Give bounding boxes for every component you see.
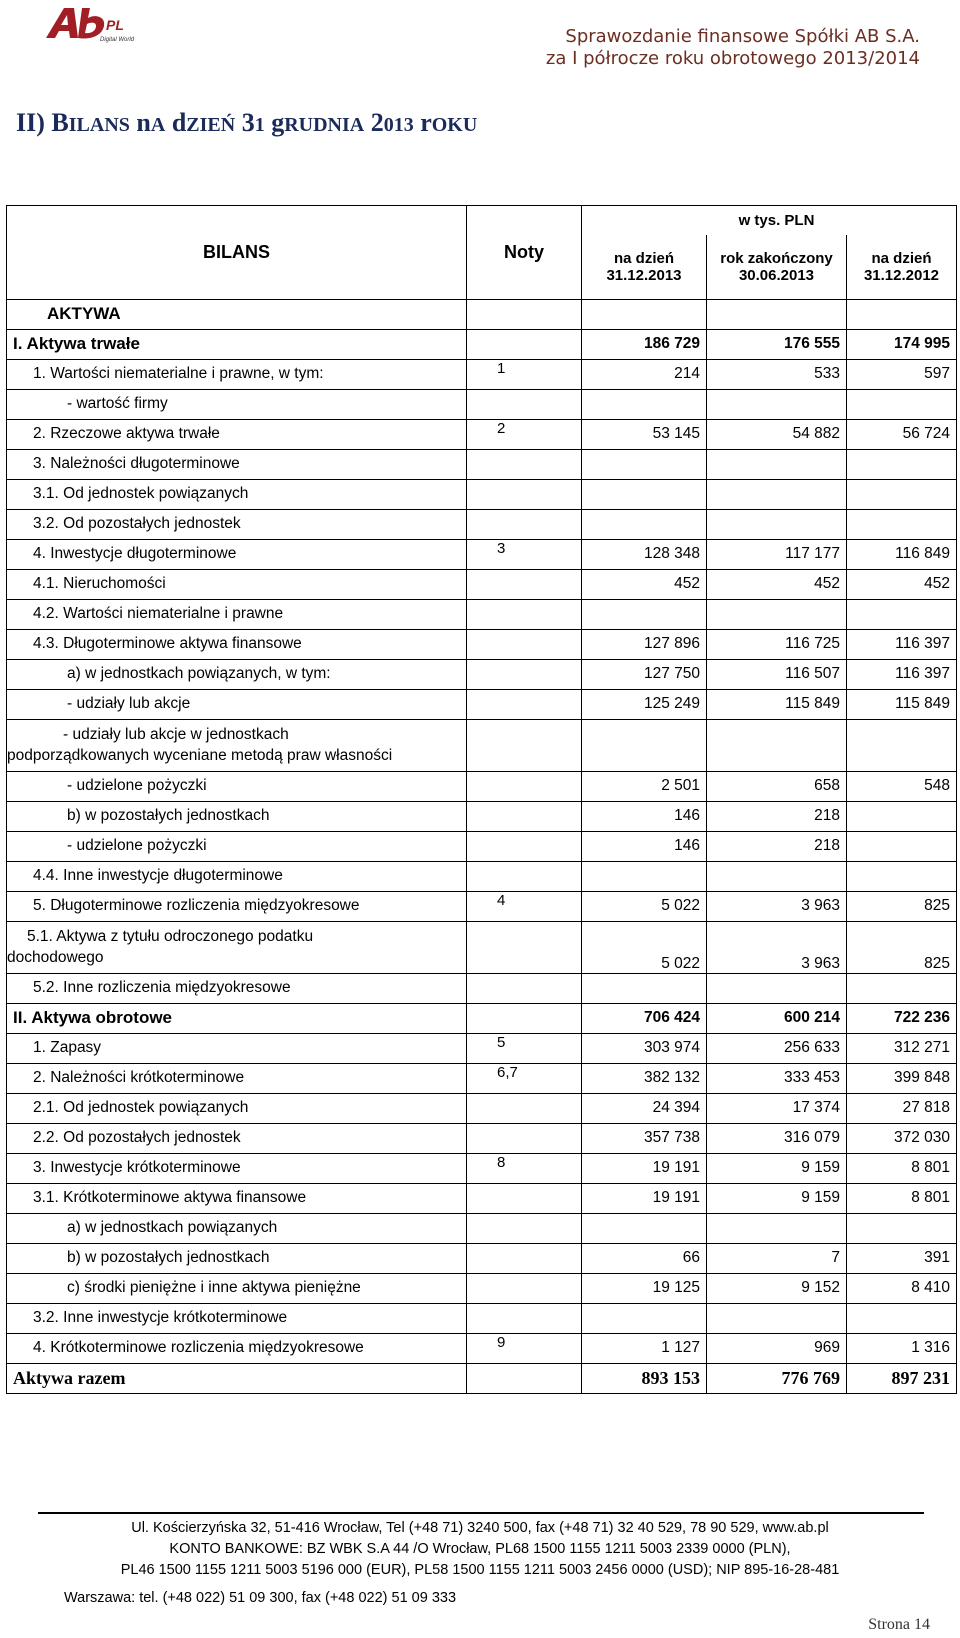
table-row: [7, 1243, 957, 1273]
row-value-col3: 722 236: [847, 1003, 957, 1033]
row-value-col1: 452: [582, 569, 707, 599]
row-value-col1: 357 738: [582, 1123, 707, 1153]
row-note: [467, 771, 582, 801]
row-note: 3: [467, 539, 582, 569]
header-col-2013-12: na dzień 31.12.2013: [582, 235, 707, 299]
table-row: [7, 719, 957, 771]
row-note: [467, 1213, 582, 1243]
table-row: [7, 569, 957, 599]
row-value-col2: 316 079: [707, 1123, 847, 1153]
row-value-col2: [707, 719, 847, 771]
row-value-col3: 115 849: [847, 689, 957, 719]
table-row: [7, 861, 957, 891]
row-label: 5. Długoterminowe rozliczenia międzyokresowe: [7, 891, 467, 921]
section-aktywa: AKTYWA: [7, 299, 467, 329]
table-row: [7, 1153, 957, 1183]
row-value-col1: [582, 719, 707, 771]
row-value-col2: 218: [707, 801, 847, 831]
table-row: [7, 1123, 957, 1153]
row-value-col3: 399 848: [847, 1063, 957, 1093]
footer-bank-2: PL46 1500 1155 1211 5003 5196 000 (EUR), PL58 1500 1155 1211 5003 2456 0000 (USD); NIP 895-16-28-481: [120, 1562, 840, 1578]
row-value-col3: 452: [847, 569, 957, 599]
row-label: 2. Należności krótkoterminowe: [7, 1063, 467, 1093]
row-label: - udziały lub akcje: [7, 689, 467, 719]
row-note: [467, 1273, 582, 1303]
row-note: 6,7: [467, 1063, 582, 1093]
table-row: [7, 449, 957, 479]
title-roman: II): [16, 108, 45, 137]
row-value-col1: 893 153: [582, 1363, 707, 1393]
row-value-col2: [707, 389, 847, 419]
row-value-col3: 8 801: [847, 1183, 957, 1213]
row-value-col2: 256 633: [707, 1033, 847, 1063]
table-row: [7, 1063, 957, 1093]
row-value-col3: 548: [847, 771, 957, 801]
row-value-col2: 452: [707, 569, 847, 599]
row-value-col2: 3 963: [707, 921, 847, 973]
row-note: [467, 801, 582, 831]
row-value-col3: 8 410: [847, 1273, 957, 1303]
row-value-col1: 5 022: [582, 921, 707, 973]
table-row: [7, 599, 957, 629]
row-label: b) w pozostałych jednostkach: [7, 801, 467, 831]
row-value-col1: 214: [582, 359, 707, 389]
footer-bank-1: KONTO BANKOWE: BZ WBK S.A 44 /O Wrocław, PL68 1500 1155 1211 5003 2339 0000 (PLN),: [169, 1541, 791, 1557]
table-row: [7, 539, 957, 569]
row-label: 2.2. Od pozostałych jednostek: [7, 1123, 467, 1153]
table-row: [7, 689, 957, 719]
row-value-col1: 128 348: [582, 539, 707, 569]
row-label: - udzielone pożyczki: [7, 831, 467, 861]
row-value-col1: 53 145: [582, 419, 707, 449]
row-label: 1. Zapasy: [7, 1033, 467, 1063]
row-note: [467, 479, 582, 509]
row-note: [467, 861, 582, 891]
row-note: [467, 629, 582, 659]
table-row: [7, 1033, 957, 1063]
row-value-col2: 117 177: [707, 539, 847, 569]
row-value-col2: [707, 861, 847, 891]
table-row: [7, 1333, 957, 1363]
row-label-line1: - udziały lub akcje w jednostkach: [63, 726, 289, 743]
row-value-col3: 372 030: [847, 1123, 957, 1153]
footer: [0, 1518, 960, 1581]
row-value-col3: 825: [847, 891, 957, 921]
row-note: [467, 921, 582, 973]
table-row: [7, 419, 957, 449]
row-value-col1: 19 191: [582, 1153, 707, 1183]
row-label-line1: 5.1. Aktywa z tytułu odroczonego podatku: [27, 928, 314, 945]
table-row: [7, 359, 957, 389]
row-label-line2: podporządkowanych wyceniane metodą praw własności: [7, 747, 393, 764]
row-value-col2: 600 214: [707, 1003, 847, 1033]
row-value-col1: 382 132: [582, 1063, 707, 1093]
row-note: 8: [467, 1153, 582, 1183]
row-note: [467, 1093, 582, 1123]
header-col-2013-06: rok zakończony 30.06.2013: [707, 235, 847, 299]
row-label: 5.2. Inne rozliczenia międzyokresowe: [7, 973, 467, 1003]
row-value-col2: [707, 599, 847, 629]
table-row: [7, 1363, 957, 1393]
row-value-col3: [847, 389, 957, 419]
row-label: 4. Krótkoterminowe rozliczenia międzyokresowe: [7, 1333, 467, 1363]
row-value-col1: [582, 1213, 707, 1243]
row-note: [467, 599, 582, 629]
row-value-col2: [707, 449, 847, 479]
table-row: [7, 973, 957, 1003]
row-label: 3. Należności długoterminowe: [7, 449, 467, 479]
row-value-col2: [707, 1303, 847, 1333]
row-note: [467, 329, 582, 359]
row-label: 2.1. Od jednostek powiązanych: [7, 1093, 467, 1123]
row-label: 3.1. Krótkoterminowe aktywa finansowe: [7, 1183, 467, 1213]
row-value-col2: [707, 479, 847, 509]
row-value-col3: 1 316: [847, 1333, 957, 1363]
row-value-col1: [582, 389, 707, 419]
report-header: [546, 26, 920, 70]
row-value-col3: [847, 719, 957, 771]
row-note: [467, 1123, 582, 1153]
row-note: [467, 449, 582, 479]
row-value-col3: 116 397: [847, 629, 957, 659]
page-number: Strona 14: [868, 1616, 930, 1633]
row-value-col2: 9 159: [707, 1183, 847, 1213]
row-value-col3: 312 271: [847, 1033, 957, 1063]
row-note: 4: [467, 891, 582, 921]
row-note: [467, 1363, 582, 1393]
row-label: a) w jednostkach powiązanych: [7, 1213, 467, 1243]
row-value-col1: [582, 973, 707, 1003]
row-label: 1. Wartości niematerialne i prawne, w tym:: [7, 359, 467, 389]
row-value-col3: 897 231: [847, 1363, 957, 1393]
row-value-col3: 116 397: [847, 659, 957, 689]
row-label: 4.1. Nieruchomości: [7, 569, 467, 599]
row-value-col1: 146: [582, 831, 707, 861]
table-row: [7, 1213, 957, 1243]
row-value-col3: [847, 509, 957, 539]
table-row: [7, 801, 957, 831]
row-label: [7, 719, 467, 771]
row-value-col2: 533: [707, 359, 847, 389]
row-label: a) w jednostkach powiązanych, w tym:: [7, 659, 467, 689]
table-row: [7, 831, 957, 861]
row-label: 4.2. Wartości niematerialne i prawne: [7, 599, 467, 629]
row-note: [467, 659, 582, 689]
row-label: 4. Inwestycje długoterminowe: [7, 539, 467, 569]
table-row: [7, 389, 957, 419]
row-label: 3. Inwestycje krótkoterminowe: [7, 1153, 467, 1183]
row-value-col1: [582, 1303, 707, 1333]
row-value-col1: 19 191: [582, 1183, 707, 1213]
row-value-col1: 24 394: [582, 1093, 707, 1123]
table-row: [7, 1273, 957, 1303]
row-value-col3: [847, 599, 957, 629]
row-value-col3: [847, 861, 957, 891]
row-note: [467, 1183, 582, 1213]
row-value-col1: [582, 479, 707, 509]
row-note: [467, 569, 582, 599]
footer-divider: [38, 1512, 924, 1514]
company-name: Sprawozdanie finansowe Spółki AB S.A.: [565, 26, 920, 47]
row-label: 3.2. Inne inwestycje krótkoterminowe: [7, 1303, 467, 1333]
table-row: [7, 1303, 957, 1333]
company-logo: [42, 4, 152, 44]
row-note: [467, 389, 582, 419]
row-value-col3: 116 849: [847, 539, 957, 569]
row-value-col1: 706 424: [582, 1003, 707, 1033]
row-note: [467, 719, 582, 771]
row-value-col3: 56 724: [847, 419, 957, 449]
row-label: [7, 921, 467, 973]
row-value-col3: 27 818: [847, 1093, 957, 1123]
row-value-col1: [582, 509, 707, 539]
row-label: 2. Rzeczowe aktywa trwałe: [7, 419, 467, 449]
table-row: [7, 921, 957, 973]
row-note: [467, 509, 582, 539]
row-value-col1: 186 729: [582, 329, 707, 359]
row-value-col3: [847, 449, 957, 479]
header-noty: Noty: [467, 206, 582, 300]
row-note: [467, 689, 582, 719]
row-note: [467, 1243, 582, 1273]
row-note: [467, 1303, 582, 1333]
table-row: [7, 629, 957, 659]
row-value-col1: 2 501: [582, 771, 707, 801]
row-label: 3.2. Od pozostałych jednostek: [7, 509, 467, 539]
row-value-col2: 17 374: [707, 1093, 847, 1123]
row-value-col3: [847, 831, 957, 861]
row-value-col1: [582, 449, 707, 479]
table-row: [7, 1093, 957, 1123]
row-label: 4.4. Inne inwestycje długoterminowe: [7, 861, 467, 891]
row-note: [467, 1003, 582, 1033]
row-label: - udzielone pożyczki: [7, 771, 467, 801]
row-value-col2: [707, 973, 847, 1003]
row-label: c) środki pieniężne i inne aktywa pieniężne: [7, 1273, 467, 1303]
row-note: 5: [467, 1033, 582, 1063]
row-value-col1: [582, 861, 707, 891]
row-value-col3: 391: [847, 1243, 957, 1273]
row-value-col2: 658: [707, 771, 847, 801]
table-row: [7, 479, 957, 509]
table-row: [7, 329, 957, 359]
header-col-2012-12: na dzień 31.12.2012: [847, 235, 957, 299]
row-value-col1: [582, 599, 707, 629]
row-value-col3: [847, 801, 957, 831]
row-value-col2: 116 725: [707, 629, 847, 659]
title-text: BILANS nA dZIEŃ 31 gRUDNIA 2013 rOKU: [51, 108, 478, 137]
row-value-col3: [847, 1213, 957, 1243]
row-note: 1: [467, 359, 582, 389]
row-value-col2: 54 882: [707, 419, 847, 449]
table-row: [7, 659, 957, 689]
row-label: Aktywa razem: [7, 1363, 467, 1393]
table-row: [7, 1183, 957, 1213]
row-value-col2: 218: [707, 831, 847, 861]
row-value-col2: 969: [707, 1333, 847, 1363]
row-value-col3: 597: [847, 359, 957, 389]
row-value-col1: 66: [582, 1243, 707, 1273]
row-value-col2: [707, 509, 847, 539]
row-value-col1: 127 750: [582, 659, 707, 689]
row-value-col3: 174 995: [847, 329, 957, 359]
footer-warsaw: Warszawa: tel. (+48 022) 51 09 300, fax (+48 022) 51 09 333: [64, 1590, 457, 1606]
row-value-col3: [847, 973, 957, 1003]
row-value-col2: 776 769: [707, 1363, 847, 1393]
row-value-col3: 8 801: [847, 1153, 957, 1183]
row-value-col1: 127 896: [582, 629, 707, 659]
footer-address: Ul. Kościerzyńska 32, 51-416 Wrocław, Tel (+48 71) 3240 500, fax (+48 71) 32 40 529, 78 90 529, www.ab.pl: [131, 1520, 829, 1536]
row-value-col1: 5 022: [582, 891, 707, 921]
header-bilans: BILANS: [7, 206, 467, 300]
balance-sheet-table: [6, 205, 957, 1394]
table-row: [7, 771, 957, 801]
page-title: [16, 108, 477, 138]
row-value-col1: 146: [582, 801, 707, 831]
row-label: 4.3. Długoterminowe aktywa finansowe: [7, 629, 467, 659]
row-value-col2: 3 963: [707, 891, 847, 921]
header-units: w tys. PLN: [707, 206, 847, 236]
row-value-col2: 7: [707, 1243, 847, 1273]
table-row: [7, 1003, 957, 1033]
row-note: [467, 973, 582, 1003]
row-label-line2: dochodowego: [7, 949, 104, 966]
table-row: [7, 891, 957, 921]
table-row: [7, 509, 957, 539]
row-value-col3: [847, 479, 957, 509]
row-label: II. Aktywa obrotowe: [7, 1003, 467, 1033]
row-value-col3: 825: [847, 921, 957, 973]
logo-tag-text: Digital World: [100, 37, 135, 43]
row-value-col2: 116 507: [707, 659, 847, 689]
row-value-col2: 176 555: [707, 329, 847, 359]
row-value-col2: 333 453: [707, 1063, 847, 1093]
row-value-col1: 19 125: [582, 1273, 707, 1303]
row-value-col1: 303 974: [582, 1033, 707, 1063]
row-value-col3: [847, 1303, 957, 1333]
row-label: b) w pozostałych jednostkach: [7, 1243, 467, 1273]
report-period: za I półrocze roku obrotowego 2013/2014: [545, 48, 920, 69]
row-value-col2: 9 159: [707, 1153, 847, 1183]
row-note: 2: [467, 419, 582, 449]
row-value-col1: 1 127: [582, 1333, 707, 1363]
row-label: 3.1. Od jednostek powiązanych: [7, 479, 467, 509]
row-value-col2: 115 849: [707, 689, 847, 719]
row-label: - wartość firmy: [7, 389, 467, 419]
logo-sub-text: PL: [106, 17, 124, 33]
row-label: I. Aktywa trwałe: [7, 329, 467, 359]
row-value-col2: [707, 1213, 847, 1243]
row-value-col1: 125 249: [582, 689, 707, 719]
row-note: 9: [467, 1333, 582, 1363]
row-value-col2: 9 152: [707, 1273, 847, 1303]
row-note: [467, 831, 582, 861]
